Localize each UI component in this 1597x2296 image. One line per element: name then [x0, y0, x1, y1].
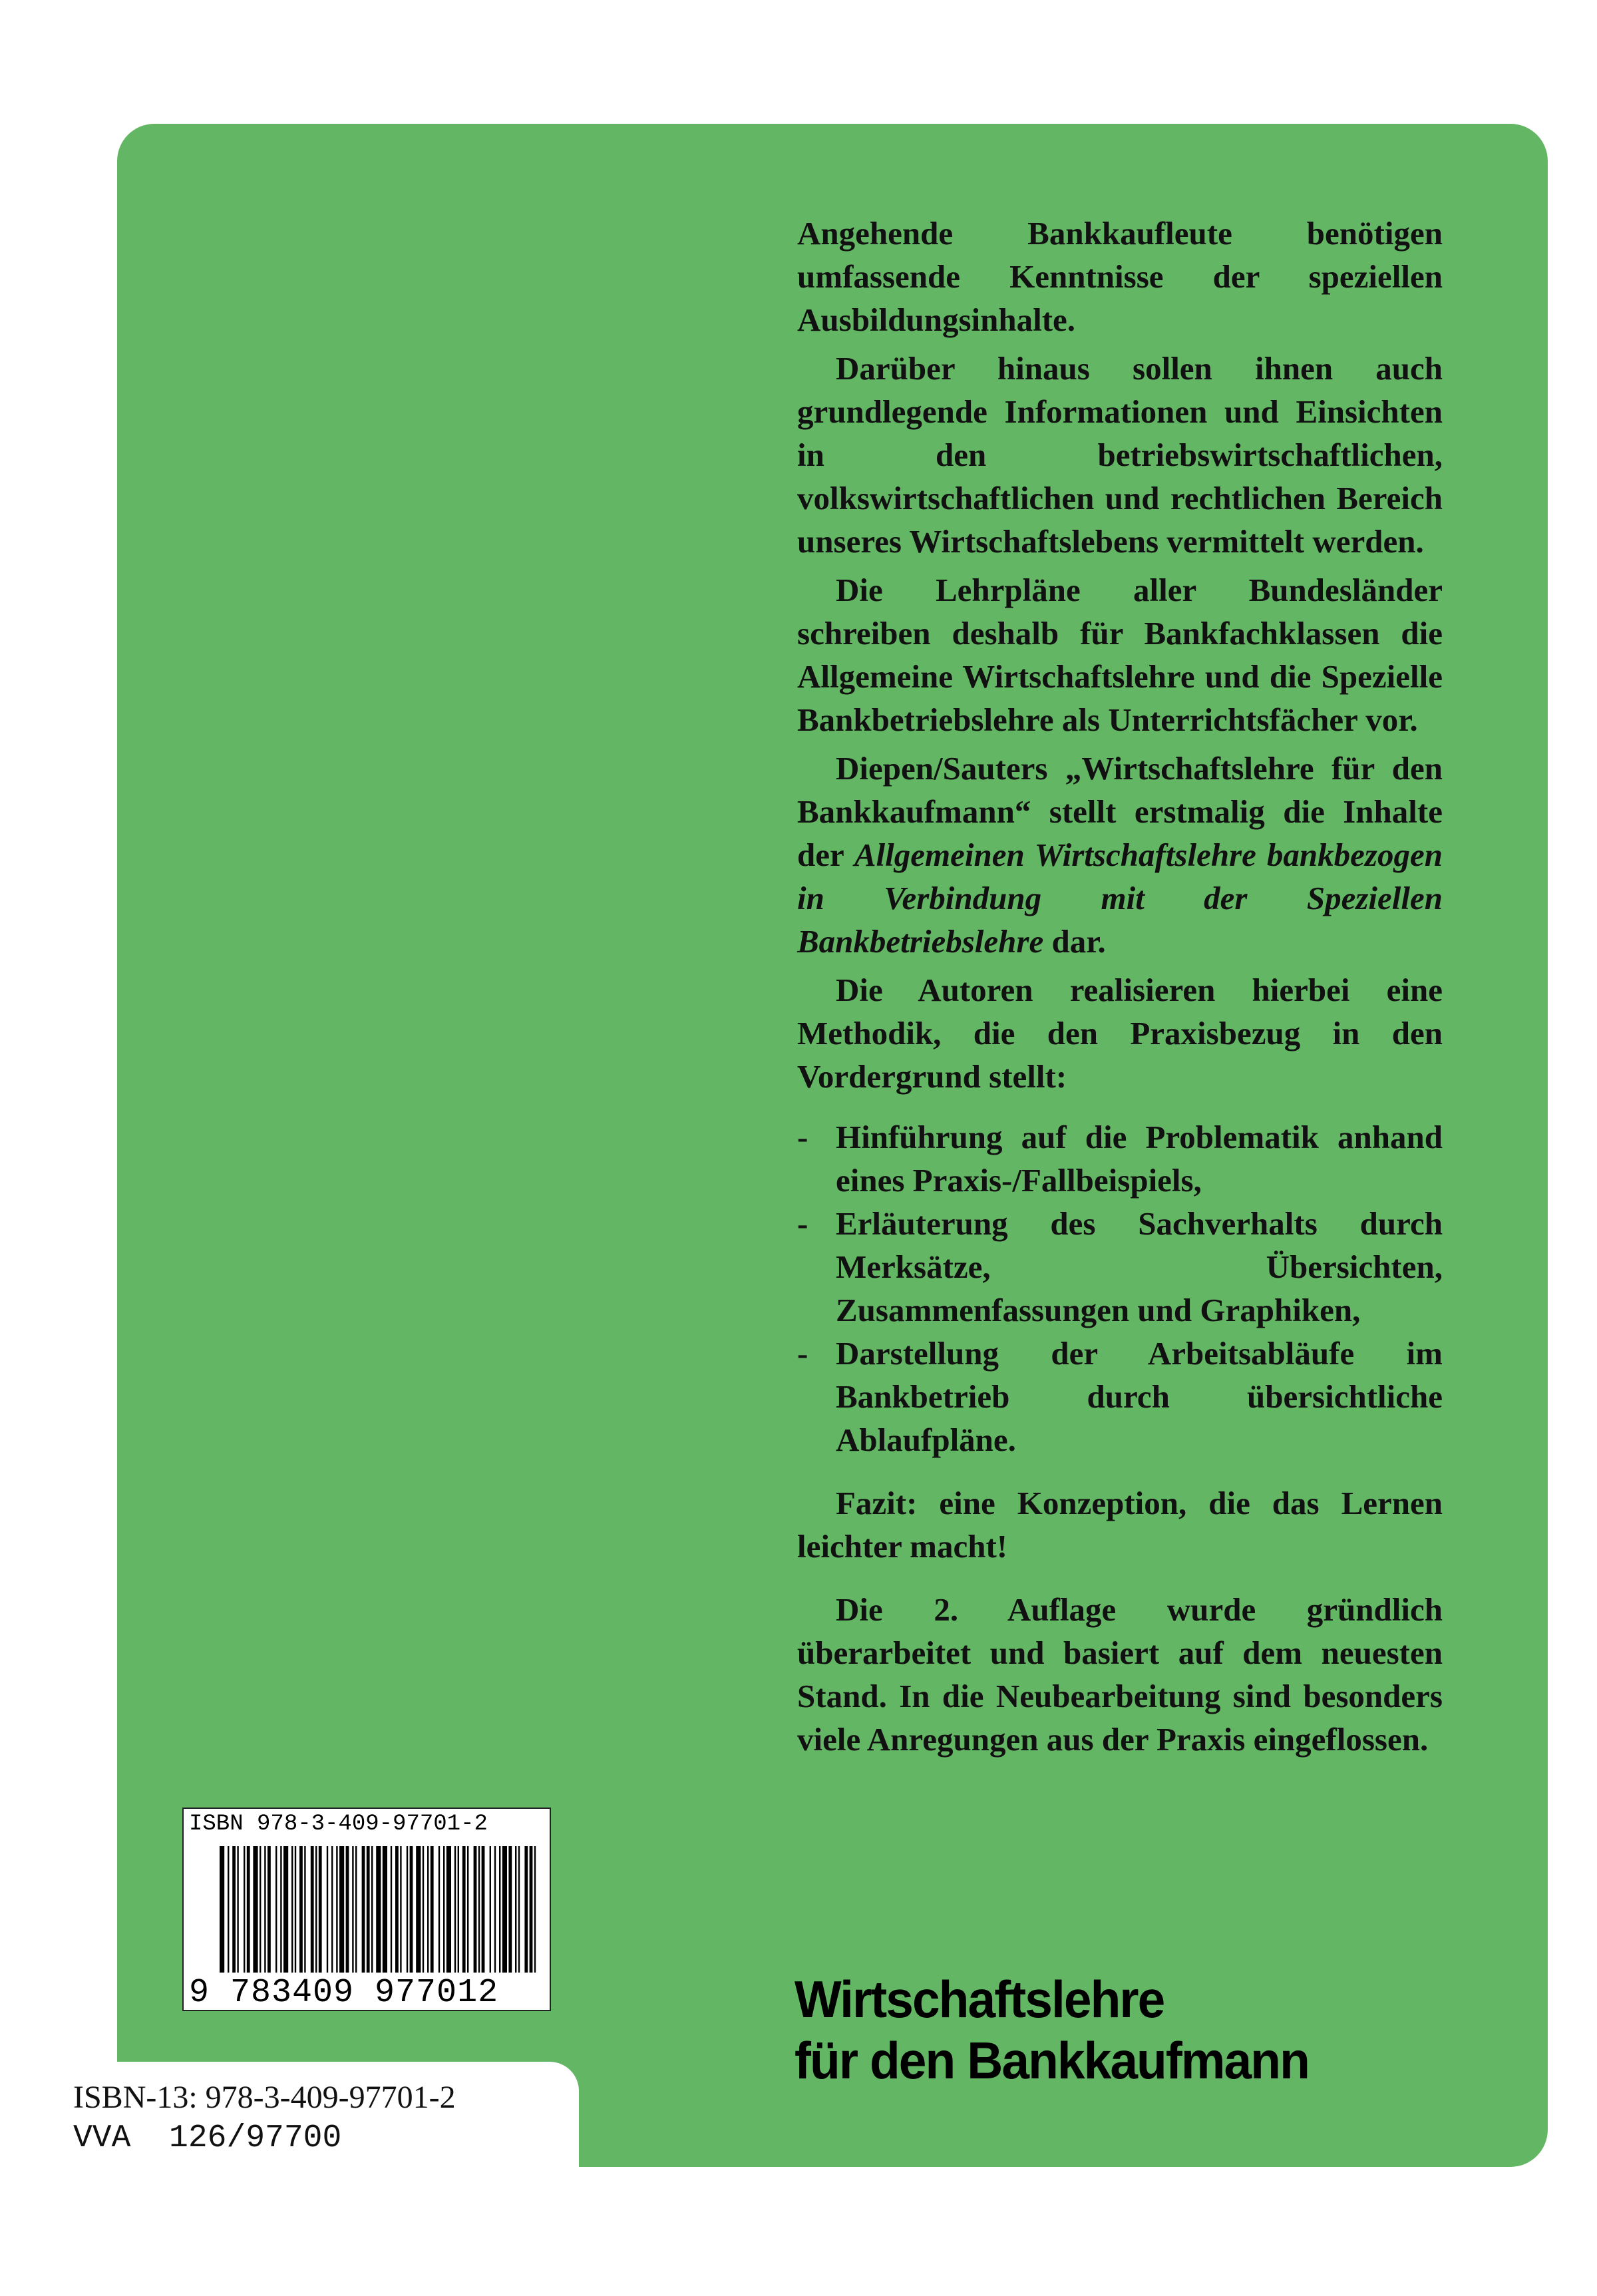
barcode-bar: [416, 1846, 421, 1973]
barcode-bar: [244, 1846, 245, 1973]
blurb-paragraph-5: Die Autoren realisieren hierbei eine Methodik, die den Praxisbezug in den Vordergrund stellt:: [797, 972, 1443, 1095]
method-list: [797, 1115, 1443, 1461]
barcode-digits: 9 783409 977012: [189, 1974, 499, 2012]
method-list-item: [797, 1332, 1443, 1461]
barcode-bar: [534, 1846, 536, 1973]
barcode-bar: [478, 1846, 480, 1973]
book-title-line-1: Wirtschaftslehre: [795, 1970, 1164, 2028]
barcode-bar: [427, 1846, 429, 1973]
barcode-bar: [454, 1846, 456, 1973]
blurb-paragraph-6: Fazit: eine Konzeption, die das Lernen leichter macht!: [797, 1485, 1443, 1565]
barcode-bar: [383, 1846, 387, 1973]
blurb-paragraph-4: [797, 747, 1443, 963]
barcode-bar: [462, 1846, 466, 1973]
barcode-bar: [474, 1846, 477, 1973]
barcode-bar: [446, 1846, 451, 1973]
barcode-bar: [232, 1846, 236, 1973]
barcode-bar: [304, 1846, 305, 1973]
barcode-bar: [220, 1846, 224, 1973]
barcode-bar: [410, 1846, 413, 1973]
barcode-bar: [499, 1846, 500, 1973]
barcode-bar: [524, 1846, 528, 1973]
barcode-bar: [494, 1846, 496, 1973]
blurb-paragraph-2: Darüber hinaus sollen ihnen auch grundlegende Informationen und Einsichten in den betriebswirtschaftlichen, volkswirtschaftlichen und rechtlichen Bereich unseres Wirtschaftslebens vermittelt werden.: [797, 350, 1443, 560]
barcode-bar: [362, 1846, 365, 1973]
barcode-bar: [367, 1846, 370, 1973]
barcode-bar: [260, 1846, 261, 1973]
book-title-line-2: für den Bankkaufmann: [795, 2031, 1309, 2090]
method-list-item-text: Darstellung der Arbeitsabläufe im Bankbetrieb durch übersichtliche Ablaufpläne.: [836, 1335, 1443, 1458]
barcode-bar: [490, 1846, 491, 1973]
method-list-item-text: Hinführung auf die Problematik anhand eines Praxis-/Fallbeispiels,: [836, 1119, 1443, 1199]
barcode-bar: [264, 1846, 266, 1973]
barcode-bar: [439, 1846, 440, 1973]
barcode-bar: [339, 1846, 344, 1973]
barcode-bar: [283, 1846, 288, 1973]
barcode-bar: [391, 1846, 392, 1973]
barcode-bar: [355, 1846, 357, 1973]
barcode-bar: [407, 1846, 408, 1973]
blurb-text: [797, 212, 1443, 1766]
blurb-paragraph-3: Die Lehrpläne aller Bundesländer schreiben deshalb für Bankfachklassen die Allgemeine Wirtschaftslehre und die Spezielle Bankbetriebslehre als Unterrichtsfächer vor.: [797, 572, 1443, 738]
blurb-paragraph-7: Die 2. Auflage wurde gründlich überarbeitet und basiert auf dem neuesten Stand. In die Neubearbeitung sind besonders viele Anregungen aus der Praxis eingeflossen.: [797, 1591, 1443, 1758]
barcode-bar: [443, 1846, 444, 1973]
barcode-bar: [502, 1846, 507, 1973]
barcode-bar: [515, 1846, 516, 1973]
method-list-item: [797, 1115, 1443, 1202]
barcode-bar: [253, 1846, 258, 1973]
barcode-bar: [275, 1846, 277, 1973]
vva-number: VVA 126/97700: [73, 2120, 342, 2156]
barcode-bar: [299, 1846, 303, 1973]
isbn-13-line: ISBN-13: 978-3-409-97701-2: [73, 2080, 456, 2115]
barcode-bar: [400, 1846, 401, 1973]
barcode-bar: [319, 1846, 322, 1973]
barcode-bar: [336, 1846, 337, 1973]
barcode-bar: [346, 1846, 349, 1973]
barcode-bar: [431, 1846, 434, 1973]
barcode-bar: [352, 1846, 353, 1973]
book-title: [795, 1969, 1497, 2091]
barcode-bar: [482, 1846, 485, 1973]
blurb-paragraph-4-end: dar.: [1043, 923, 1106, 960]
blurb-paragraph-4-emphasis: Allgemeinen Wirtschaftslehre bankbezogen in Verbindung mit der Speziellen Bankbetriebslehre: [797, 837, 1443, 960]
barcode-bar: [458, 1846, 459, 1973]
barcode-isbn-label: ISBN 978-3-409-97701-2: [189, 1812, 488, 1837]
blurb-paragraph-4-start: Diepen/Sauters „Wirtschaftslehre für den Bankkaufmann“ stellt erstmalig die Inhalte der: [797, 750, 1443, 873]
list-dash: -: [797, 1205, 808, 1242]
barcode-bars: [220, 1846, 539, 1973]
method-list-item-text: Erläuterung des Sachverhalts durch Merksätze, Übersichten, Zusammenfassungen und Graphiken,: [836, 1205, 1443, 1328]
barcode-bar: [423, 1846, 424, 1973]
barcode-bar: [295, 1846, 296, 1973]
barcode: [182, 1808, 551, 2011]
barcode-bar: [331, 1846, 333, 1973]
barcode-bar: [311, 1846, 314, 1973]
list-dash: -: [797, 1335, 808, 1372]
barcode-bar: [376, 1846, 381, 1973]
barcode-bar: [518, 1846, 520, 1973]
barcode-bar: [395, 1846, 399, 1973]
barcode-bar: [291, 1846, 293, 1973]
list-dash: -: [797, 1119, 808, 1155]
barcode-bar: [267, 1846, 271, 1973]
barcode-bar: [247, 1846, 250, 1973]
barcode-bar: [315, 1846, 317, 1973]
barcode-bar: [371, 1846, 373, 1973]
barcode-bar: [228, 1846, 229, 1973]
barcode-bar: [467, 1846, 468, 1973]
barcode-bar: [280, 1846, 281, 1973]
barcode-bar: [327, 1846, 328, 1973]
barcode-bar: [237, 1846, 238, 1973]
method-list-item: [797, 1202, 1443, 1332]
barcode-bar: [530, 1846, 533, 1973]
barcode-bar: [508, 1846, 512, 1973]
blurb-paragraph-1: Angehende Bankkaufleute benötigen umfassende Kenntnisse der speziellen Ausbildungsinhalte.: [797, 215, 1443, 338]
